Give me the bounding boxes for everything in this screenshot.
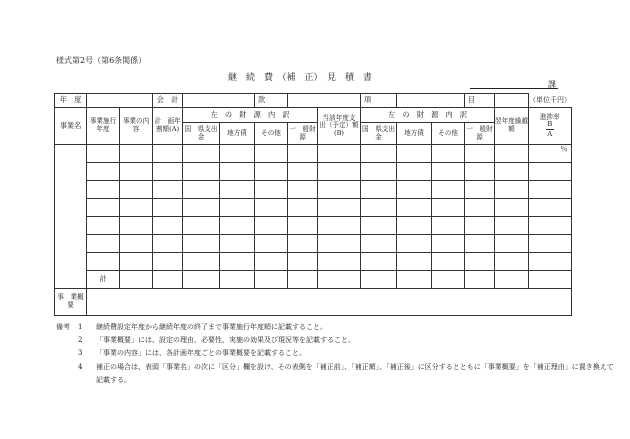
- col-kenshishutsu: 国 県支出金: [183, 123, 220, 145]
- data-cell[interactable]: [288, 253, 318, 271]
- data-cell[interactable]: [361, 163, 397, 181]
- note-number: 2: [78, 336, 83, 345]
- data-cell[interactable]: [432, 235, 465, 253]
- data-cell[interactable]: [120, 163, 153, 181]
- kou-value[interactable]: [397, 94, 465, 108]
- data-cell[interactable]: [288, 145, 318, 163]
- kan-label: 款: [255, 94, 288, 108]
- data-cell[interactable]: [255, 181, 288, 199]
- note-text: 「事業の内容」には、各計画年度ごとの事業概要を記載すること。: [96, 349, 306, 358]
- data-cell[interactable]: [120, 181, 153, 199]
- data-cell[interactable]: [255, 163, 288, 181]
- note-text: 「事業概要」には、設定の理由、必要性、実施の効果及び現況等を記載すること。: [96, 336, 355, 345]
- data-cell[interactable]: [465, 199, 495, 217]
- total-cell[interactable]: [183, 271, 220, 289]
- data-cell[interactable]: [465, 217, 495, 235]
- note-text: 継続費設定年度から継続年度の終了まで事業施行年度順に記載すること。: [96, 323, 327, 331]
- col-keikaku: 計 画年割額(A): [153, 108, 183, 145]
- col-zaigen-header-2: 左 の 財 源 内 訳: [361, 108, 495, 123]
- note-item: [56, 334, 616, 347]
- data-cell[interactable]: [153, 181, 183, 199]
- data-cell[interactable]: [153, 163, 183, 181]
- data-cell[interactable]: [529, 217, 572, 235]
- note-number: 3: [78, 349, 83, 358]
- data-cell[interactable]: [495, 217, 529, 235]
- data-cell[interactable]: [288, 217, 318, 235]
- total-cell[interactable]: [495, 271, 529, 289]
- data-cell[interactable]: [495, 253, 529, 271]
- data-cell[interactable]: [120, 199, 153, 217]
- table-row: [55, 235, 572, 253]
- data-cell[interactable]: [255, 217, 288, 235]
- col-zaigen-header: 左 の 財 源 内 訳: [183, 108, 318, 123]
- total-cell[interactable]: [120, 271, 153, 289]
- total-cell[interactable]: [255, 271, 288, 289]
- data-cell[interactable]: [288, 235, 318, 253]
- data-cell[interactable]: [183, 181, 220, 199]
- data-cell[interactable]: [495, 181, 529, 199]
- data-cell[interactable]: [432, 199, 465, 217]
- total-cell[interactable]: [153, 271, 183, 289]
- data-cell[interactable]: [255, 145, 288, 163]
- data-cell[interactable]: [220, 217, 255, 235]
- table-row: [55, 163, 572, 181]
- data-cell[interactable]: [495, 163, 529, 181]
- moku-label: 目: [465, 94, 495, 108]
- data-cell[interactable]: [495, 145, 529, 163]
- data-cell[interactable]: [120, 235, 153, 253]
- total-cell[interactable]: [220, 271, 255, 289]
- data-cell[interactable]: [318, 199, 361, 217]
- data-cell[interactable]: [183, 199, 220, 217]
- form-number: 様式第2号（第6条関係）: [56, 56, 147, 65]
- data-cell[interactable]: [495, 199, 529, 217]
- percent-mark: ％: [529, 145, 572, 163]
- total-cell[interactable]: [361, 271, 397, 289]
- data-cell[interactable]: [529, 235, 572, 253]
- data-cell[interactable]: [153, 253, 183, 271]
- data-cell[interactable]: [220, 181, 255, 199]
- table-row: [55, 217, 572, 235]
- note-number: 1: [78, 323, 83, 331]
- table-row: [55, 253, 572, 271]
- kan-value[interactable]: [288, 94, 361, 108]
- data-cell[interactable]: [361, 253, 397, 271]
- data-cell[interactable]: [465, 145, 495, 163]
- data-cell[interactable]: [318, 235, 361, 253]
- data-cell[interactable]: [495, 235, 529, 253]
- data-cell[interactable]: [87, 163, 120, 181]
- data-cell[interactable]: [220, 163, 255, 181]
- note-item: [56, 347, 616, 360]
- data-cell[interactable]: [87, 217, 120, 235]
- data-cell[interactable]: [397, 199, 432, 217]
- data-cell[interactable]: [183, 253, 220, 271]
- gaiyou-value[interactable]: [87, 289, 572, 316]
- moku-value[interactable]: [495, 94, 529, 108]
- table-row: [55, 181, 572, 199]
- table-row: [55, 199, 572, 217]
- data-cell[interactable]: [397, 235, 432, 253]
- data-cell[interactable]: [361, 235, 397, 253]
- total-cell[interactable]: [465, 271, 495, 289]
- document-title: 継 続 費 （補 正） 見 積 書: [228, 73, 373, 83]
- col-ippan: 一 般財 源: [288, 123, 318, 145]
- data-cell[interactable]: [432, 217, 465, 235]
- data-cell[interactable]: [153, 199, 183, 217]
- data-cell[interactable]: [318, 163, 361, 181]
- data-cell[interactable]: [183, 217, 220, 235]
- total-label: 計: [87, 271, 120, 289]
- section-label: 課: [548, 80, 556, 89]
- total-row: [55, 271, 572, 289]
- data-cell[interactable]: [361, 145, 397, 163]
- kou-label: 項: [361, 94, 397, 108]
- col-naiyou: 事業の内 容: [120, 108, 153, 145]
- data-cell[interactable]: [183, 145, 220, 163]
- col-chihousai-2: 地方債: [397, 123, 432, 145]
- col-ippan-2: 一 般財 源: [465, 123, 495, 145]
- progress-fraction: [546, 121, 554, 137]
- data-cell[interactable]: [183, 163, 220, 181]
- col-jigyoumei: 事業名: [55, 108, 87, 145]
- section-underline: [470, 88, 558, 89]
- data-cell[interactable]: [120, 217, 153, 235]
- shinchoku-label: 進捗率: [539, 112, 560, 121]
- estimate-table: [54, 93, 572, 316]
- unit-label: （単位千円）: [529, 94, 572, 108]
- data-cell[interactable]: [153, 145, 183, 163]
- data-cell[interactable]: [397, 217, 432, 235]
- col-sonota-2: その他: [432, 123, 465, 145]
- total-cell[interactable]: [432, 271, 465, 289]
- data-cell[interactable]: [361, 181, 397, 199]
- data-cell[interactable]: [87, 145, 120, 163]
- data-cell[interactable]: [220, 145, 255, 163]
- col-kenshishutsu-2: 国 県支出金: [361, 123, 397, 145]
- data-cell[interactable]: [397, 163, 432, 181]
- data-cell[interactable]: [432, 163, 465, 181]
- data-cell[interactable]: [255, 199, 288, 217]
- data-cell[interactable]: [255, 235, 288, 253]
- col-tougai: 当該年度支 出（予定）額(B): [318, 108, 361, 145]
- data-cell[interactable]: [432, 253, 465, 271]
- data-cell[interactable]: [120, 145, 153, 163]
- data-cell[interactable]: [465, 235, 495, 253]
- col-chihousai: 地方債: [220, 123, 255, 145]
- note-item: [56, 321, 616, 334]
- data-cell[interactable]: [529, 181, 572, 199]
- data-cell[interactable]: [529, 163, 572, 181]
- data-cell[interactable]: [288, 199, 318, 217]
- data-cell[interactable]: [288, 181, 318, 199]
- total-cell[interactable]: [318, 271, 361, 289]
- data-cell[interactable]: [183, 235, 220, 253]
- note-item: [56, 361, 616, 387]
- account-value[interactable]: [183, 94, 255, 108]
- account-label: 会 計: [153, 94, 183, 108]
- data-cell[interactable]: [432, 145, 465, 163]
- notes-label: 備考: [56, 323, 70, 331]
- data-cell[interactable]: [529, 199, 572, 217]
- table-row: [55, 145, 572, 163]
- data-cell[interactable]: [465, 163, 495, 181]
- data-cell[interactable]: [255, 253, 288, 271]
- frac-denominator: A: [547, 129, 553, 138]
- data-cell[interactable]: [220, 253, 255, 271]
- note-number: 4: [78, 362, 83, 371]
- col-shinchoku: [529, 108, 572, 145]
- data-cell[interactable]: [153, 217, 183, 235]
- data-cell[interactable]: [153, 235, 183, 253]
- data-cell[interactable]: [220, 235, 255, 253]
- data-cell[interactable]: [529, 253, 572, 271]
- data-cell[interactable]: [87, 253, 120, 271]
- notes-section: [56, 321, 616, 387]
- data-cell[interactable]: [318, 145, 361, 163]
- total-cell[interactable]: [529, 271, 572, 289]
- data-cell[interactable]: [120, 253, 153, 271]
- data-cell[interactable]: [361, 199, 397, 217]
- year-value[interactable]: [87, 94, 153, 108]
- data-cell[interactable]: [220, 199, 255, 217]
- col-sonota: その他: [255, 123, 288, 145]
- note-text: 補正の場合は、表頭「事業名」の次に「区分」欄を設け、その表側を「補正前」、「補正額」、「補正後」に区分するとともに「事業概要」を「補正理由」に置き換えて記載する。: [96, 362, 614, 384]
- data-cell[interactable]: [361, 217, 397, 235]
- total-cell[interactable]: [288, 271, 318, 289]
- data-cell[interactable]: [87, 181, 120, 199]
- data-cell[interactable]: [397, 145, 432, 163]
- gaiyou-label: 事 業概 要: [55, 289, 87, 316]
- data-cell[interactable]: [87, 235, 120, 253]
- data-cell[interactable]: [465, 181, 495, 199]
- data-cell[interactable]: [288, 163, 318, 181]
- data-cell[interactable]: [397, 181, 432, 199]
- col-yokunendo: 翌年度繰越額: [495, 108, 529, 145]
- col-shikounendo: 事業施行年度: [87, 108, 120, 145]
- data-cell[interactable]: [397, 253, 432, 271]
- data-cell[interactable]: [318, 181, 361, 199]
- data-cell[interactable]: [318, 253, 361, 271]
- data-cell[interactable]: [318, 217, 361, 235]
- jigyoumei-cell[interactable]: [55, 145, 87, 289]
- year-label: 年 度: [55, 94, 87, 108]
- data-cell[interactable]: [432, 181, 465, 199]
- frac-numerator: B: [547, 120, 553, 129]
- data-cell[interactable]: [87, 199, 120, 217]
- total-cell[interactable]: [397, 271, 432, 289]
- data-cell[interactable]: [465, 253, 495, 271]
